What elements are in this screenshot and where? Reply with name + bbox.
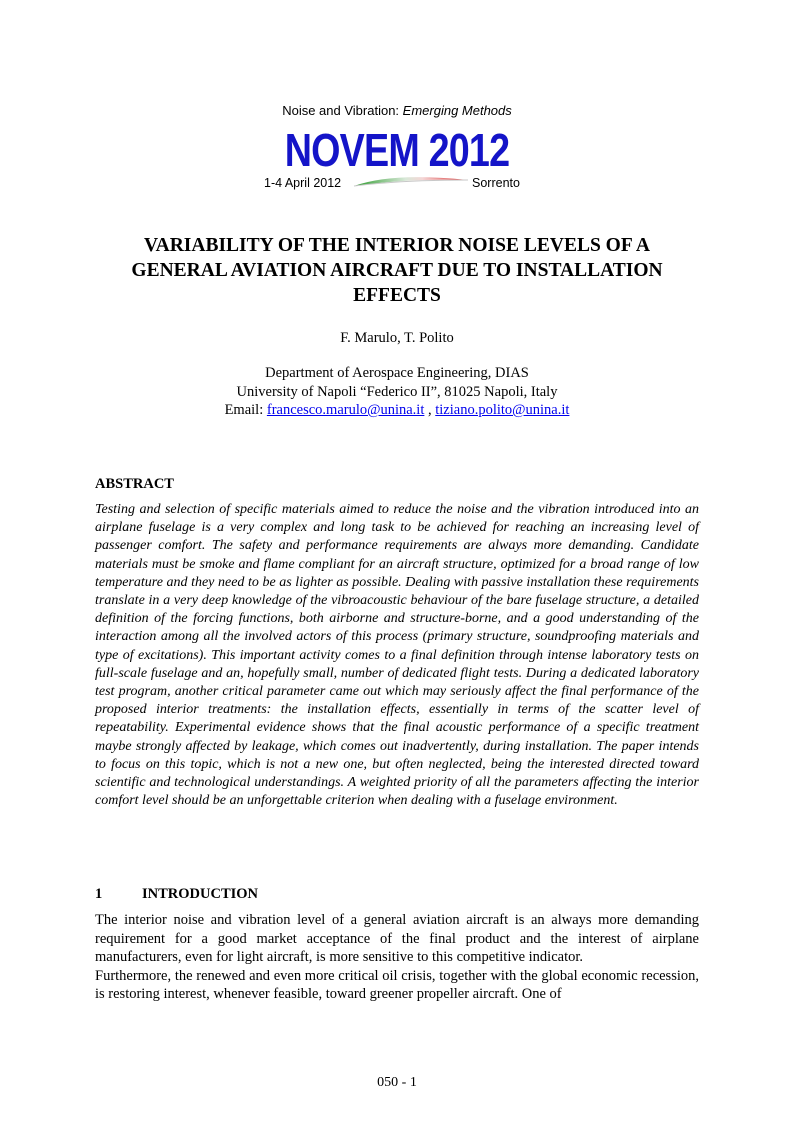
email-separator: , bbox=[424, 402, 436, 418]
affiliation-department: Department of Aerospace Engineering, DIAS bbox=[265, 365, 529, 381]
email-link-marulo[interactable]: francesco.marulo@unina.it bbox=[266, 402, 425, 418]
introduction-body bbox=[95, 911, 699, 1004]
paper-authors: F. Marulo, T. Polito bbox=[340, 330, 454, 346]
italian-flag-swoosh-icon bbox=[352, 174, 470, 188]
conference-series-line bbox=[0, 103, 794, 118]
section-1-number: 1 bbox=[95, 886, 103, 902]
abstract-heading: ABSTRACT bbox=[95, 476, 174, 492]
affiliation-email-line bbox=[0, 401, 794, 420]
abstract-text: Testing and selection of specific materials aimed to reduce the noise and the vibration introduced into an airplane fuselage is a very complex and long task to be achieved for reaching an increasing level of passenger comfort. The safety and performance requirements are always more demanding. Candidate materials must be smoke and flame compliant for an aircraft structure, optimized for a broad range of low temperature and they need to be as lighter as possible. Dealing with passive installation these requirements translate in a very deep knowledge of the vibroacoustic behaviour of the bare fuselage structure, a detailed definition of the forcing functions, both airborne and structure-borne, and a good understanding of the interaction among all the involved actors of this process (primary structure, soundproofing materials and type of excitations). This important activity comes to a final definition through intense laboratory tests on full-scale fuselage and an, hopefully small, number of dedicated flight tests. During a dedicated laboratory test program, another critical parameter came out which may seriously affect the final performance of the proposed interior treatments: the installation effects, essentially in terms of the scatter level of repeatability. Experimental evidence shows that the final acoustic performance of a specific treatment maybe strongly affected by leakage, which comes out inadvertently, during installation. The paper intends to focus on this topic, which is not a new one, but often neglected, being the interested directed toward scientific and technological understandings. A weighted priority of all the parameters affecting the interior comfort level should be an unforgettable criterion when dealing with a fuselage environment. bbox=[95, 502, 699, 809]
email-label: Email: bbox=[224, 402, 267, 418]
paper-title: VARIABILITY OF THE INTERIOR NOISE LEVELS OF A GENERAL AVIATION AIRCRAFT DUE TO INSTALLATION EFFECTS bbox=[131, 235, 663, 306]
conference-dates: 1-4 April 2012 bbox=[264, 176, 342, 190]
intro-paragraph-2: Furthermore, the renewed and even more critical oil crisis, together with the global economic recession, is restoring interest, whenever feasible, toward greener propeller aircraft. One of bbox=[95, 967, 699, 1002]
intro-paragraph-1: The interior noise and vibration level of a general aviation aircraft is an always more demanding requirement for a good market acceptance of the final product and the interest of airplane manufacturers, even for light aircraft, is more sensitive to this competitive indicator. bbox=[95, 912, 699, 965]
conference-location: Sorrento bbox=[472, 176, 520, 190]
author-affiliation bbox=[0, 364, 794, 420]
conference-logo-text: NOVEM 2012 bbox=[284, 124, 510, 176]
affiliation-university: University of Napoli “Federico II”, 81025 Napoli, Italy bbox=[236, 383, 558, 400]
page-number: 050 - 1 bbox=[377, 1075, 417, 1090]
section-1-heading bbox=[95, 886, 258, 903]
email-link-polito[interactable]: tiziano.polito@unina.it bbox=[435, 402, 570, 418]
series-subtitle: Emerging Methods bbox=[402, 103, 512, 118]
series-prefix: Noise and Vibration: bbox=[282, 103, 403, 118]
section-1-title: INTRODUCTION bbox=[142, 886, 259, 902]
